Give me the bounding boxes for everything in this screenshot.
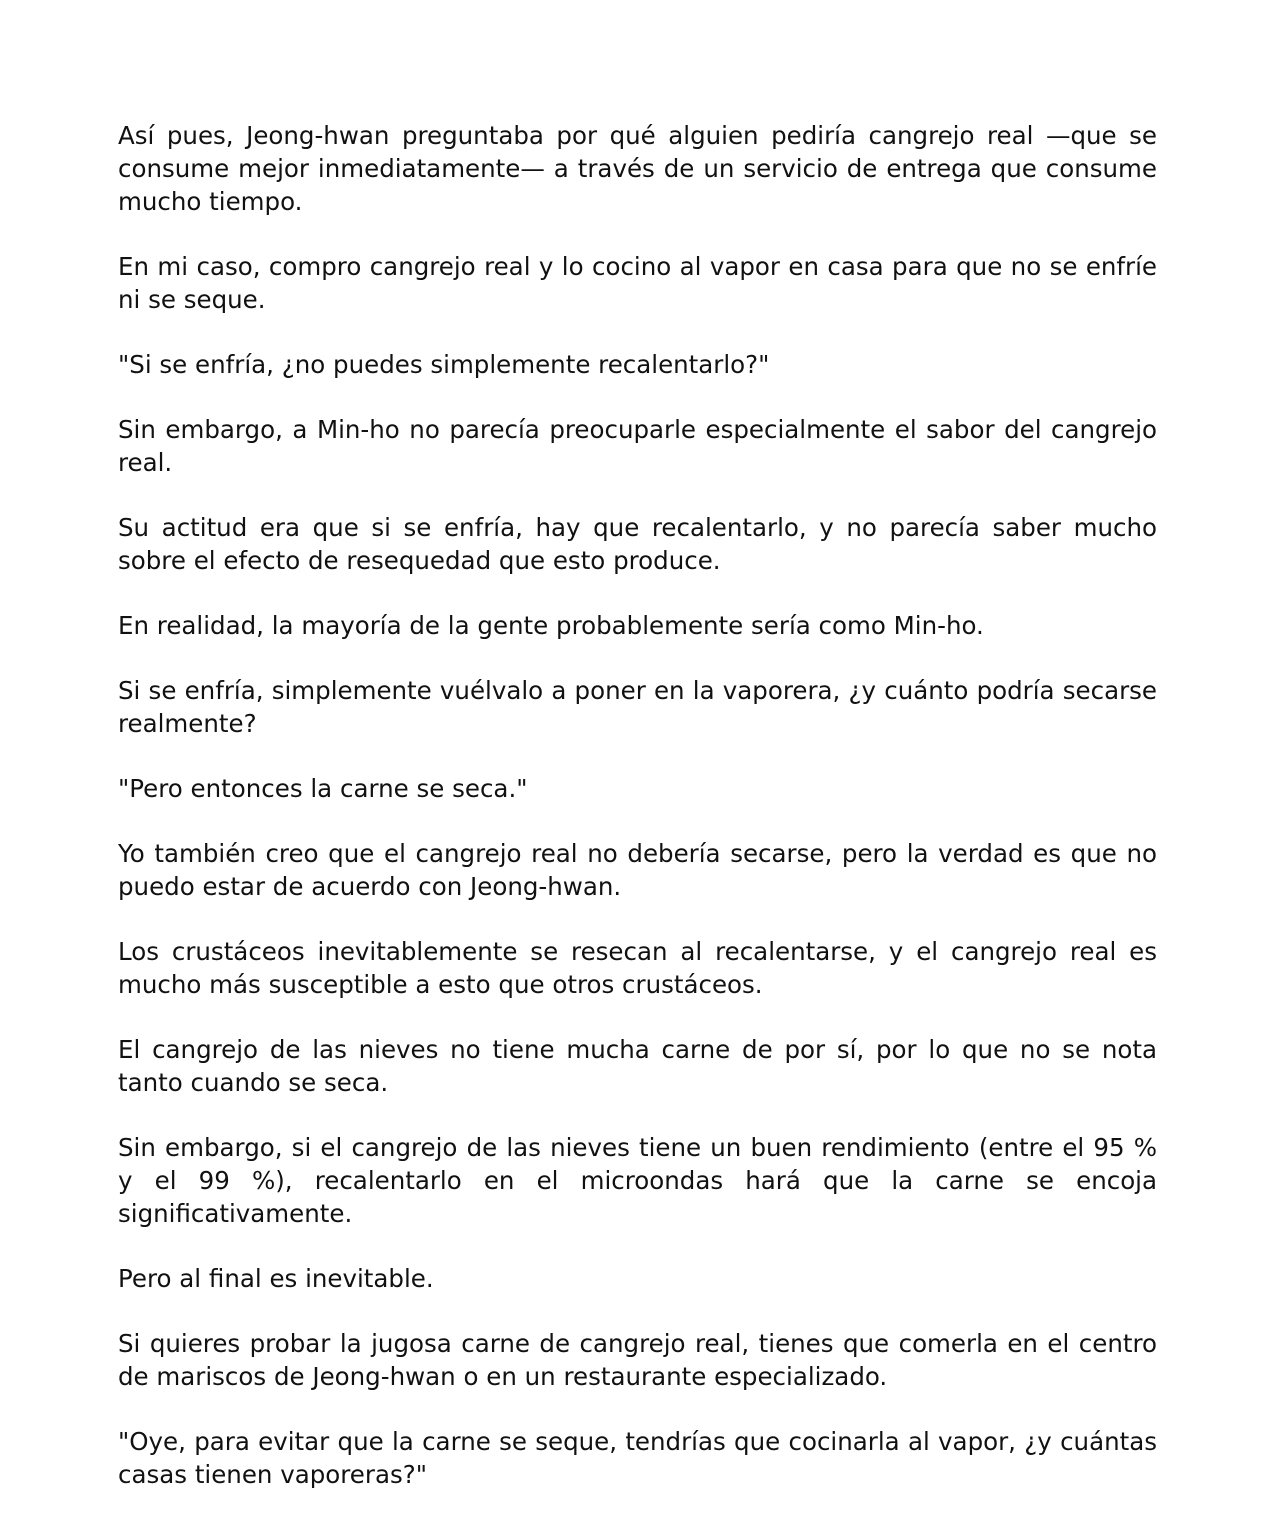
paragraph: El cangrejo de las nieves no tiene mucha carne de por sí, por lo que no se nota tanto cuando se seca. — [118, 1035, 1157, 1097]
paragraph: En mi caso, compro cangrejo real y lo cocino al vapor en casa para que no se enfríe ni se seque. — [118, 252, 1157, 314]
paragraph: Sin embargo, a Min-ho no parecía preocuparle especialmente el sabor del cangrejo real. — [118, 415, 1157, 477]
paragraph: En realidad, la mayoría de la gente probablemente sería como Min-ho. — [118, 611, 984, 640]
paragraph: Si quieres probar la jugosa carne de cangrejo real, tienes que comerla en el centro de mariscos de Jeong-hwan o en un restaurante especializado. — [118, 1329, 1157, 1391]
paragraph: Los crustáceos inevitablemente se resecan al recalentarse, y el cangrejo real es mucho más susceptible a esto que otros crustáceos. — [118, 937, 1157, 999]
paragraph: Si se enfría, simplemente vuélvalo a poner en la vaporera, ¿y cuánto podría secarse realmente? — [118, 676, 1157, 738]
paragraph: "Si se enfría, ¿no puedes simplemente recalentarlo?" — [118, 350, 770, 379]
document-page — [118, 119, 1157, 1523]
paragraph: Yo también creo que el cangrejo real no debería secarse, pero la verdad es que no puedo estar de acuerdo con Jeong-hwan. — [118, 839, 1157, 901]
paragraph: Sin embargo, si el cangrejo de las nieves tiene un buen rendimiento (entre el 95 % y el 99 %), recalentarlo en el microondas hará que la carne se encoja significativamente. — [118, 1133, 1157, 1228]
paragraph: Así pues, Jeong-hwan preguntaba por qué alguien pediría cangrejo real —que se consume mejor inmediatamente— a través de un servicio de entrega que consume mucho tiempo. — [118, 121, 1157, 216]
paragraph: Pero al final es inevitable. — [118, 1264, 434, 1293]
paragraph: Su actitud era que si se enfría, hay que recalentarlo, y no parecía saber mucho sobre el efecto de resequedad que esto produce. — [118, 513, 1157, 575]
paragraph: "Oye, para evitar que la carne se seque, tendrías que cocinarla al vapor, ¿y cuántas casas tienen vaporeras?" — [118, 1427, 1157, 1489]
paragraph: "Pero entonces la carne se seca." — [118, 774, 528, 803]
